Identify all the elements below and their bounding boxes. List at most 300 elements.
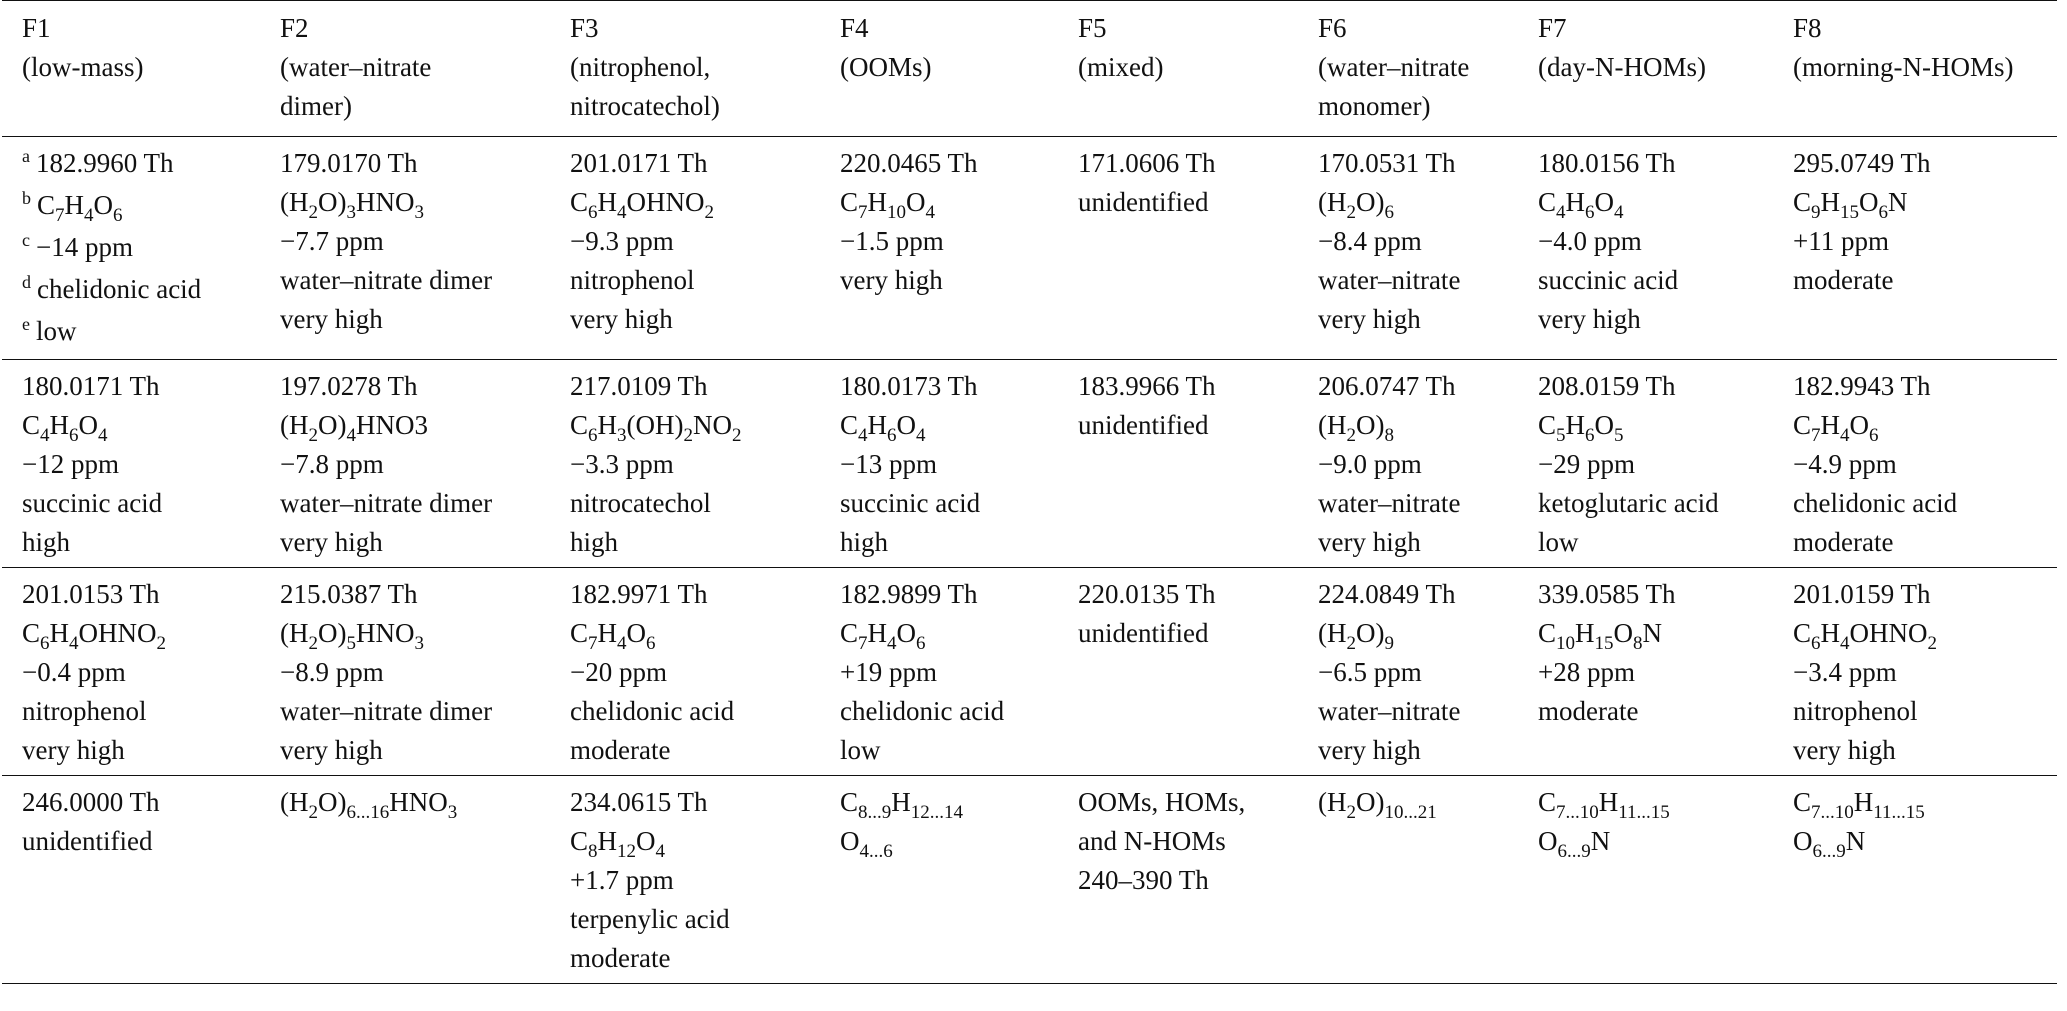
cell-text: $(H_2O)_{6...16}HNO_3$ bbox=[280, 787, 458, 823]
cell-text: water–nitrate bbox=[1318, 265, 1461, 295]
cell-line bbox=[1318, 653, 1514, 692]
cell-line bbox=[1538, 367, 1769, 406]
cell-line bbox=[22, 653, 256, 692]
table-cell-f8 bbox=[1773, 568, 2057, 776]
cell-text: very high bbox=[280, 304, 383, 334]
cell-line bbox=[22, 270, 256, 312]
table-cell-f2 bbox=[260, 137, 550, 360]
factor-id: F1 bbox=[22, 13, 51, 43]
cell-text: high bbox=[840, 527, 889, 557]
cell-line bbox=[840, 731, 1054, 770]
cell-text: 295.0749 Th bbox=[1793, 148, 1931, 178]
footnote-marker: a bbox=[22, 146, 30, 166]
cell-line bbox=[1078, 783, 1294, 822]
cell-text: $C_{7...10}H_{11...15}$ bbox=[1538, 787, 1670, 823]
cell-line bbox=[1538, 523, 1769, 562]
cell-line bbox=[22, 144, 256, 186]
cell-text: very high bbox=[280, 735, 383, 765]
table-cell-f4 bbox=[820, 360, 1058, 568]
factor-id: F7 bbox=[1538, 13, 1567, 43]
cell-line bbox=[280, 783, 546, 822]
cell-text: 224.0849 Th bbox=[1318, 579, 1456, 609]
cell-text: 182.9971 Th bbox=[570, 579, 708, 609]
table-cell-f7 bbox=[1518, 568, 1773, 776]
cell-line bbox=[570, 523, 816, 562]
cell-line bbox=[840, 484, 1054, 523]
cell-text: $(H_2O)_8$ bbox=[1318, 410, 1394, 446]
column-header-f5 bbox=[1058, 1, 1298, 137]
cell-line bbox=[22, 731, 256, 770]
cell-line bbox=[840, 783, 1054, 822]
cell-text: $C_{7...10}H_{11...15}$ bbox=[1793, 787, 1925, 823]
cell-line bbox=[1793, 783, 2053, 822]
cell-line bbox=[1793, 575, 2053, 614]
factor-description: (nitrophenol, bbox=[570, 52, 711, 82]
factor-description: monomer) bbox=[1318, 91, 1431, 121]
cell-text: very high bbox=[280, 527, 383, 557]
footnote-marker: b bbox=[22, 188, 31, 208]
cell-line bbox=[570, 653, 816, 692]
table-cell-f5 bbox=[1058, 360, 1298, 568]
column-header-f3 bbox=[550, 1, 820, 137]
cell-text: $(H_2O)_3HNO_3$ bbox=[280, 187, 424, 223]
table-row bbox=[2, 137, 2057, 360]
factor-id: F3 bbox=[570, 13, 599, 43]
table-cell-f6 bbox=[1298, 568, 1518, 776]
cell-text: −14 ppm bbox=[36, 232, 133, 262]
cell-text: water–nitrate dimer bbox=[280, 696, 493, 726]
cell-line bbox=[1078, 575, 1294, 614]
cell-line bbox=[1318, 222, 1514, 261]
cell-text: terpenylic acid bbox=[570, 904, 730, 934]
cell-line bbox=[840, 222, 1054, 261]
cell-text: $(H_2O)_{10...21}$ bbox=[1318, 787, 1437, 823]
cell-line bbox=[280, 653, 546, 692]
cell-text: −3.4 ppm bbox=[1793, 657, 1897, 687]
cell-line bbox=[1318, 406, 1514, 445]
table-cell-f2 bbox=[260, 360, 550, 568]
table-cell-f3 bbox=[550, 137, 820, 360]
table-cell-f4 bbox=[820, 137, 1058, 360]
cell-line bbox=[1793, 731, 2053, 770]
cell-text: 220.0465 Th bbox=[840, 148, 978, 178]
cell-text: $(H_2O)_4HNO3$ bbox=[280, 410, 428, 446]
cell-text: very high bbox=[1318, 735, 1421, 765]
cell-text: nitrophenol bbox=[1793, 696, 1918, 726]
cell-line bbox=[1538, 484, 1769, 523]
cell-text: 215.0387 Th bbox=[280, 579, 418, 609]
cell-text: 197.0278 Th bbox=[280, 371, 418, 401]
factor-description: (mixed) bbox=[1078, 52, 1164, 82]
cell-text: −8.9 ppm bbox=[280, 657, 384, 687]
cell-line bbox=[280, 692, 546, 731]
cell-line bbox=[1078, 144, 1294, 183]
factor-description: dimer) bbox=[280, 91, 352, 121]
cell-line bbox=[1538, 692, 1769, 731]
cell-text: water–nitrate bbox=[1318, 488, 1461, 518]
factor-description: (water–nitrate bbox=[1318, 52, 1470, 82]
cell-line bbox=[1793, 261, 2053, 300]
cell-text: 208.0159 Th bbox=[1538, 371, 1676, 401]
cell-text: −9.0 ppm bbox=[1318, 449, 1422, 479]
cell-line bbox=[840, 406, 1054, 445]
cell-text: 182.9960 Th bbox=[36, 148, 174, 178]
cell-text: 201.0153 Th bbox=[22, 579, 160, 609]
cell-text: low bbox=[1538, 527, 1579, 557]
cell-line bbox=[1538, 144, 1769, 183]
table-cell-f8 bbox=[1773, 360, 2057, 568]
cell-text: $C_4H_6O_4$ bbox=[840, 410, 926, 446]
cell-line bbox=[280, 445, 546, 484]
cell-line bbox=[1793, 822, 2053, 861]
cell-text: $C_6H_4OHNO_2$ bbox=[570, 187, 715, 223]
cell-line bbox=[1538, 653, 1769, 692]
cell-text: +28 ppm bbox=[1538, 657, 1635, 687]
factor-ions-table bbox=[2, 0, 2057, 984]
cell-line bbox=[570, 692, 816, 731]
cell-text: $(H_2O)_6$ bbox=[1318, 187, 1394, 223]
cell-line bbox=[840, 445, 1054, 484]
cell-text: water–nitrate bbox=[1318, 696, 1461, 726]
cell-line bbox=[570, 614, 816, 653]
column-header-f6 bbox=[1298, 1, 1518, 137]
cell-text: $C_{8...9}H_{12...14}$ bbox=[840, 787, 964, 823]
cell-line bbox=[570, 484, 816, 523]
cell-line bbox=[1538, 614, 1769, 653]
cell-line bbox=[570, 222, 816, 261]
cell-line bbox=[280, 614, 546, 653]
cell-text: $(H_2O)_9$ bbox=[1318, 618, 1394, 654]
cell-text: −9.3 ppm bbox=[570, 226, 674, 256]
cell-text: $C_7H_{10}O_4$ bbox=[840, 187, 936, 223]
cell-line bbox=[1793, 653, 2053, 692]
footnote-marker: c bbox=[22, 230, 30, 250]
factor-description: (water–nitrate bbox=[280, 52, 432, 82]
cell-line bbox=[1318, 692, 1514, 731]
cell-text: $C_7H_4O_6$ bbox=[570, 618, 656, 654]
cell-line bbox=[840, 575, 1054, 614]
cell-text: $(H_2O)_5HNO_3$ bbox=[280, 618, 424, 654]
cell-line bbox=[1078, 861, 1294, 900]
cell-line bbox=[22, 186, 256, 228]
cell-line bbox=[22, 783, 256, 822]
cell-line bbox=[1318, 731, 1514, 770]
cell-line bbox=[1318, 783, 1514, 822]
cell-text: 217.0109 Th bbox=[570, 371, 708, 401]
cell-text: moderate bbox=[570, 735, 671, 765]
cell-text: +11 ppm bbox=[1793, 226, 1889, 256]
cell-line bbox=[1538, 406, 1769, 445]
cell-text: 179.0170 Th bbox=[280, 148, 418, 178]
cell-line bbox=[840, 614, 1054, 653]
cell-text: 201.0171 Th bbox=[570, 148, 708, 178]
cell-line bbox=[840, 261, 1054, 300]
table-cell-f5 bbox=[1058, 776, 1298, 984]
cell-text: 339.0585 Th bbox=[1538, 579, 1676, 609]
cell-line bbox=[22, 367, 256, 406]
cell-line bbox=[1078, 183, 1294, 222]
cell-text: very high bbox=[1318, 304, 1421, 334]
cell-line bbox=[840, 144, 1054, 183]
cell-text: high bbox=[570, 527, 619, 557]
cell-line bbox=[570, 731, 816, 770]
column-header-f7 bbox=[1518, 1, 1773, 137]
cell-line bbox=[1318, 261, 1514, 300]
cell-line bbox=[570, 406, 816, 445]
cell-line bbox=[1793, 614, 2053, 653]
table-cell-f1 bbox=[2, 568, 260, 776]
table-cell-f1 bbox=[2, 360, 260, 568]
cell-line bbox=[22, 406, 256, 445]
cell-text: −29 ppm bbox=[1538, 449, 1635, 479]
cell-text: 201.0159 Th bbox=[1793, 579, 1931, 609]
table-cell-f4 bbox=[820, 776, 1058, 984]
cell-text: 171.0606 Th bbox=[1078, 148, 1216, 178]
cell-text: $C_4H_6O_4$ bbox=[22, 410, 108, 446]
cell-line bbox=[1793, 367, 2053, 406]
cell-text: $C_6H_3(OH)_2NO_2$ bbox=[570, 410, 742, 446]
cell-line bbox=[280, 484, 546, 523]
cell-line bbox=[1078, 822, 1294, 861]
cell-text: 220.0135 Th bbox=[1078, 579, 1216, 609]
cell-text: very high bbox=[22, 735, 125, 765]
cell-line bbox=[1793, 445, 2053, 484]
cell-text: 206.0747 Th bbox=[1318, 371, 1456, 401]
cell-text: −4.9 ppm bbox=[1793, 449, 1897, 479]
cell-line bbox=[570, 783, 816, 822]
cell-line bbox=[280, 367, 546, 406]
cell-line bbox=[22, 575, 256, 614]
table-cell-f7 bbox=[1518, 776, 1773, 984]
table-cell-f2 bbox=[260, 568, 550, 776]
cell-line bbox=[22, 445, 256, 484]
cell-text: −20 ppm bbox=[570, 657, 667, 687]
cell-line bbox=[280, 575, 546, 614]
cell-text: and N-HOMs bbox=[1078, 826, 1226, 856]
cell-text: −13 ppm bbox=[840, 449, 937, 479]
factor-description: nitrocatechol) bbox=[570, 91, 720, 121]
cell-text: $C_6H_4OHNO_2$ bbox=[22, 618, 167, 654]
cell-line bbox=[1793, 183, 2053, 222]
cell-text: 240–390 Th bbox=[1078, 865, 1209, 895]
cell-line bbox=[280, 183, 546, 222]
cell-line bbox=[570, 445, 816, 484]
cell-text: 170.0531 Th bbox=[1318, 148, 1456, 178]
cell-line bbox=[1318, 614, 1514, 653]
factor-description: (day-N-HOMs) bbox=[1538, 52, 1706, 82]
cell-text: $C_5H_6O_5$ bbox=[1538, 410, 1624, 446]
cell-line bbox=[1078, 614, 1294, 653]
cell-line bbox=[1793, 484, 2053, 523]
header-row bbox=[2, 1, 2057, 137]
factor-id: F5 bbox=[1078, 13, 1107, 43]
cell-text: chelidonic acid bbox=[570, 696, 735, 726]
cell-line bbox=[570, 300, 816, 339]
cell-text: chelidonic acid bbox=[840, 696, 1005, 726]
table-cell-f3 bbox=[550, 360, 820, 568]
cell-line bbox=[280, 222, 546, 261]
cell-text: chelidonic acid bbox=[37, 274, 202, 304]
cell-line bbox=[1793, 222, 2053, 261]
cell-line bbox=[280, 523, 546, 562]
factor-id: F2 bbox=[280, 13, 309, 43]
cell-line bbox=[840, 523, 1054, 562]
factor-description: (morning-N-HOMs) bbox=[1793, 52, 2014, 82]
cell-line bbox=[1318, 523, 1514, 562]
table-header bbox=[2, 1, 2057, 137]
cell-text: high bbox=[22, 527, 71, 557]
cell-text: $O_{4...6}$ bbox=[840, 826, 893, 862]
table-cell-f6 bbox=[1298, 360, 1518, 568]
cell-text: 183.9966 Th bbox=[1078, 371, 1216, 401]
cell-line bbox=[840, 367, 1054, 406]
cell-text: $C_7H_4O_6$ bbox=[840, 618, 926, 654]
table-cell-f7 bbox=[1518, 360, 1773, 568]
cell-line bbox=[280, 731, 546, 770]
table-cell-f6 bbox=[1298, 137, 1518, 360]
column-header-f2 bbox=[260, 1, 550, 137]
cell-line bbox=[1538, 261, 1769, 300]
footnote-marker: e bbox=[22, 314, 30, 334]
cell-line bbox=[1538, 575, 1769, 614]
cell-line bbox=[280, 144, 546, 183]
cell-text: −1.5 ppm bbox=[840, 226, 944, 256]
cell-line bbox=[1538, 222, 1769, 261]
cell-line bbox=[1793, 523, 2053, 562]
cell-text: water–nitrate dimer bbox=[280, 488, 493, 518]
cell-line bbox=[280, 300, 546, 339]
cell-text: $C_8H_{12}O_4$ bbox=[570, 826, 666, 862]
cell-text: −4.0 ppm bbox=[1538, 226, 1642, 256]
cell-line bbox=[22, 484, 256, 523]
cell-line bbox=[840, 822, 1054, 861]
table-cell-f2 bbox=[260, 776, 550, 984]
table-cell-f3 bbox=[550, 568, 820, 776]
table-cell-f1 bbox=[2, 137, 260, 360]
cell-text: $O_{6...9}N$ bbox=[1793, 826, 1866, 862]
cell-line bbox=[1793, 692, 2053, 731]
table-cell-f7 bbox=[1518, 137, 1773, 360]
column-header-f1 bbox=[2, 1, 260, 137]
cell-text: moderate bbox=[570, 943, 671, 973]
cell-text: 180.0171 Th bbox=[22, 371, 160, 401]
table-body bbox=[2, 137, 2057, 984]
table-cell-f5 bbox=[1058, 568, 1298, 776]
cell-line bbox=[1538, 783, 1769, 822]
cell-line bbox=[840, 183, 1054, 222]
cell-line bbox=[22, 822, 256, 861]
cell-text: very high bbox=[1793, 735, 1896, 765]
cell-line bbox=[1318, 183, 1514, 222]
cell-line bbox=[1318, 575, 1514, 614]
cell-line bbox=[1318, 300, 1514, 339]
cell-text: ketoglutaric acid bbox=[1538, 488, 1719, 518]
cell-text: low bbox=[36, 316, 77, 346]
cell-line bbox=[280, 406, 546, 445]
cell-line bbox=[570, 900, 816, 939]
cell-text: 182.9943 Th bbox=[1793, 371, 1931, 401]
table-cell-f5 bbox=[1058, 137, 1298, 360]
table-row bbox=[2, 360, 2057, 568]
cell-line bbox=[1538, 300, 1769, 339]
cell-text: nitrophenol bbox=[22, 696, 147, 726]
cell-text: water–nitrate dimer bbox=[280, 265, 493, 295]
cell-line bbox=[1318, 367, 1514, 406]
cell-text: −3.3 ppm bbox=[570, 449, 674, 479]
column-header-f4 bbox=[820, 1, 1058, 137]
cell-line bbox=[570, 367, 816, 406]
cell-text: nitrocatechol bbox=[570, 488, 711, 518]
cell-text: succinic acid bbox=[1538, 265, 1679, 295]
cell-line bbox=[22, 692, 256, 731]
cell-line bbox=[1538, 183, 1769, 222]
table-row bbox=[2, 568, 2057, 776]
cell-text: −7.8 ppm bbox=[280, 449, 384, 479]
cell-line bbox=[570, 861, 816, 900]
cell-line bbox=[280, 261, 546, 300]
cell-text: very high bbox=[1538, 304, 1641, 334]
factor-id: F6 bbox=[1318, 13, 1347, 43]
table-cell-f1 bbox=[2, 776, 260, 984]
table-cell-f3 bbox=[550, 776, 820, 984]
cell-text: unidentified bbox=[1078, 187, 1209, 217]
factor-id: F4 bbox=[840, 13, 869, 43]
cell-text: +19 ppm bbox=[840, 657, 937, 687]
cell-text: 180.0173 Th bbox=[840, 371, 978, 401]
cell-line bbox=[1793, 144, 2053, 183]
cell-text: 246.0000 Th bbox=[22, 787, 160, 817]
cell-text: −0.4 ppm bbox=[22, 657, 126, 687]
cell-text: $C_7H_4O_6$ bbox=[37, 190, 123, 226]
cell-text: moderate bbox=[1538, 696, 1639, 726]
cell-text: $C_6H_4OHNO_2$ bbox=[1793, 618, 1938, 654]
cell-text: very high bbox=[570, 304, 673, 334]
cell-line bbox=[1318, 445, 1514, 484]
cell-text: moderate bbox=[1793, 265, 1894, 295]
cell-text: 234.0615 Th bbox=[570, 787, 708, 817]
cell-text: +1.7 ppm bbox=[570, 865, 674, 895]
cell-text: 180.0156 Th bbox=[1538, 148, 1676, 178]
cell-text: $C_4H_6O_4$ bbox=[1538, 187, 1624, 223]
cell-line bbox=[570, 939, 816, 978]
cell-text: OOMs, HOMs, bbox=[1078, 787, 1246, 817]
cell-line bbox=[1538, 822, 1769, 861]
cell-line bbox=[1538, 445, 1769, 484]
column-header-f8 bbox=[1773, 1, 2057, 137]
cell-text: $C_7H_4O_6$ bbox=[1793, 410, 1879, 446]
cell-line bbox=[570, 261, 816, 300]
cell-text: succinic acid bbox=[840, 488, 981, 518]
cell-line bbox=[1318, 484, 1514, 523]
cell-text: unidentified bbox=[1078, 618, 1209, 648]
cell-text: very high bbox=[1318, 527, 1421, 557]
cell-text: −8.4 ppm bbox=[1318, 226, 1422, 256]
cell-text: unidentified bbox=[22, 826, 153, 856]
cell-line bbox=[1318, 144, 1514, 183]
cell-line bbox=[22, 614, 256, 653]
cell-text: unidentified bbox=[1078, 410, 1209, 440]
cell-text: low bbox=[840, 735, 881, 765]
cell-text: −6.5 ppm bbox=[1318, 657, 1422, 687]
cell-line bbox=[570, 183, 816, 222]
cell-text: very high bbox=[840, 265, 943, 295]
cell-text: succinic acid bbox=[22, 488, 163, 518]
table-cell-f6 bbox=[1298, 776, 1518, 984]
cell-line bbox=[840, 653, 1054, 692]
table-cell-f8 bbox=[1773, 137, 2057, 360]
cell-text: 182.9899 Th bbox=[840, 579, 978, 609]
cell-text: moderate bbox=[1793, 527, 1894, 557]
